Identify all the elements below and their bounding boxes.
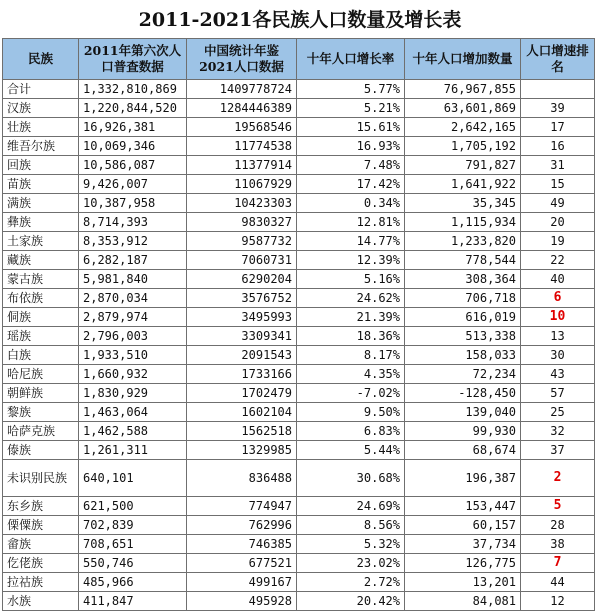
cell-increase[interactable]: 84,081 <box>405 592 521 611</box>
table-row <box>3 422 595 441</box>
table-row <box>3 232 595 251</box>
cell-increase[interactable]: 68,674 <box>405 441 521 460</box>
table-row <box>3 99 595 118</box>
table-row <box>3 384 595 403</box>
cell-ethnicity[interactable]: 彝族 <box>3 213 79 232</box>
cell-yearbook-2021[interactable]: 774947 <box>187 497 297 516</box>
cell-census-2011[interactable]: 9,426,007 <box>79 175 187 194</box>
cell-rank[interactable]: 19 <box>521 232 595 251</box>
cell-increase[interactable]: 158,033 <box>405 346 521 365</box>
cell-census-2011[interactable]: 2,796,003 <box>79 327 187 346</box>
cell-yearbook-2021[interactable]: 495928 <box>187 592 297 611</box>
cell-yearbook-2021[interactable]: 3495993 <box>187 308 297 327</box>
header-row <box>3 39 595 80</box>
cell-rank[interactable]: 10 <box>521 308 595 327</box>
cell-growth-rate[interactable]: 30.68% <box>297 460 405 497</box>
cell-rank[interactable]: 2 <box>521 460 595 497</box>
cell-rank[interactable]: 38 <box>521 535 595 554</box>
cell-growth-rate[interactable]: 21.39% <box>297 308 405 327</box>
cell-ethnicity[interactable]: 满族 <box>3 194 79 213</box>
cell-census-2011[interactable]: 10,069,346 <box>79 137 187 156</box>
table-row <box>3 270 595 289</box>
cell-yearbook-2021[interactable]: 1329985 <box>187 441 297 460</box>
cell-ethnicity[interactable]: 朝鲜族 <box>3 384 79 403</box>
cell-increase[interactable]: 126,775 <box>405 554 521 573</box>
table-row <box>3 441 595 460</box>
cell-growth-rate[interactable]: 23.02% <box>297 554 405 573</box>
table-row <box>3 251 595 270</box>
cell-rank[interactable]: 6 <box>521 289 595 308</box>
cell-yearbook-2021[interactable]: 836488 <box>187 460 297 497</box>
cell-yearbook-2021[interactable]: 746385 <box>187 535 297 554</box>
cell-rank[interactable]: 17 <box>521 118 595 137</box>
cell-ethnicity[interactable]: 黎族 <box>3 403 79 422</box>
cell-growth-rate[interactable]: 24.69% <box>297 497 405 516</box>
cell-growth-rate[interactable]: 5.44% <box>297 441 405 460</box>
cell-increase[interactable]: 99,930 <box>405 422 521 441</box>
cell-ethnicity[interactable]: 仡佬族 <box>3 554 79 573</box>
table-row <box>3 213 595 232</box>
cell-rank[interactable]: 30 <box>521 346 595 365</box>
table-row <box>3 535 595 554</box>
cell-increase[interactable]: 616,019 <box>405 308 521 327</box>
cell-ethnicity[interactable]: 蒙古族 <box>3 270 79 289</box>
cell-census-2011[interactable]: 2,879,974 <box>79 308 187 327</box>
cell-yearbook-2021[interactable]: 11377914 <box>187 156 297 175</box>
cell-rank[interactable]: 7 <box>521 554 595 573</box>
ethnic-population-table <box>2 38 595 611</box>
cell-census-2011[interactable]: 1,462,588 <box>79 422 187 441</box>
cell-growth-rate[interactable]: 17.42% <box>297 175 405 194</box>
cell-increase[interactable]: 778,544 <box>405 251 521 270</box>
cell-yearbook-2021[interactable]: 1733166 <box>187 365 297 384</box>
table-row <box>3 194 595 213</box>
cell-ethnicity[interactable]: 水族 <box>3 592 79 611</box>
cell-rank[interactable] <box>521 80 595 99</box>
cell-increase[interactable]: 791,827 <box>405 156 521 175</box>
table-row <box>3 118 595 137</box>
cell-census-2011[interactable]: 2,870,034 <box>79 289 187 308</box>
cell-increase[interactable]: 13,201 <box>405 573 521 592</box>
cell-ethnicity[interactable]: 白族 <box>3 346 79 365</box>
cell-yearbook-2021[interactable]: 677521 <box>187 554 297 573</box>
cell-yearbook-2021[interactable]: 19568546 <box>187 118 297 137</box>
cell-census-2011[interactable]: 485,966 <box>79 573 187 592</box>
header-yearbook-2021[interactable]: 中国统计年鉴2021人口数据 <box>187 39 297 80</box>
table-row <box>3 327 595 346</box>
cell-increase[interactable]: 37,734 <box>405 535 521 554</box>
cell-census-2011[interactable]: 621,500 <box>79 497 187 516</box>
cell-growth-rate[interactable]: 5.16% <box>297 270 405 289</box>
cell-rank[interactable]: 13 <box>521 327 595 346</box>
cell-yearbook-2021[interactable]: 1284446389 <box>187 99 297 118</box>
cell-ethnicity[interactable]: 东乡族 <box>3 497 79 516</box>
cell-growth-rate[interactable]: 18.36% <box>297 327 405 346</box>
cell-census-2011[interactable]: 5,981,840 <box>79 270 187 289</box>
cell-increase[interactable]: 196,387 <box>405 460 521 497</box>
cell-increase[interactable]: 1,115,934 <box>405 213 521 232</box>
cell-rank[interactable]: 28 <box>521 516 595 535</box>
cell-ethnicity[interactable]: 苗族 <box>3 175 79 194</box>
cell-census-2011[interactable]: 411,847 <box>79 592 187 611</box>
cell-yearbook-2021[interactable]: 9587732 <box>187 232 297 251</box>
cell-ethnicity[interactable]: 拉祜族 <box>3 573 79 592</box>
table-row <box>3 497 595 516</box>
header-rank[interactable]: 人口增速排名 <box>521 39 595 80</box>
cell-ethnicity[interactable]: 瑶族 <box>3 327 79 346</box>
cell-increase[interactable]: -128,450 <box>405 384 521 403</box>
cell-ethnicity[interactable]: 回族 <box>3 156 79 175</box>
cell-increase[interactable]: 1,233,820 <box>405 232 521 251</box>
cell-growth-rate[interactable]: 4.35% <box>297 365 405 384</box>
cell-rank[interactable]: 12 <box>521 592 595 611</box>
cell-census-2011[interactable]: 1,220,844,520 <box>79 99 187 118</box>
cell-growth-rate[interactable]: 5.77% <box>297 80 405 99</box>
cell-increase[interactable]: 60,157 <box>405 516 521 535</box>
cell-increase[interactable]: 308,364 <box>405 270 521 289</box>
cell-rank[interactable]: 16 <box>521 137 595 156</box>
cell-ethnicity[interactable]: 布依族 <box>3 289 79 308</box>
cell-yearbook-2021[interactable]: 9830327 <box>187 213 297 232</box>
cell-increase[interactable]: 72,234 <box>405 365 521 384</box>
cell-growth-rate[interactable]: 5.32% <box>297 535 405 554</box>
cell-census-2011[interactable]: 1,830,929 <box>79 384 187 403</box>
table-row <box>3 308 595 327</box>
cell-increase[interactable]: 35,345 <box>405 194 521 213</box>
cell-rank[interactable]: 43 <box>521 365 595 384</box>
cell-growth-rate[interactable]: 24.62% <box>297 289 405 308</box>
cell-census-2011[interactable]: 16,926,381 <box>79 118 187 137</box>
cell-growth-rate[interactable]: 8.56% <box>297 516 405 535</box>
cell-rank[interactable]: 40 <box>521 270 595 289</box>
cell-yearbook-2021[interactable]: 3309341 <box>187 327 297 346</box>
cell-yearbook-2021[interactable]: 11774538 <box>187 137 297 156</box>
table-row <box>3 137 595 156</box>
cell-rank[interactable]: 25 <box>521 403 595 422</box>
cell-census-2011[interactable]: 702,839 <box>79 516 187 535</box>
cell-rank[interactable]: 37 <box>521 441 595 460</box>
cell-growth-rate[interactable]: 7.48% <box>297 156 405 175</box>
cell-growth-rate[interactable]: 16.93% <box>297 137 405 156</box>
cell-yearbook-2021[interactable]: 1602104 <box>187 403 297 422</box>
cell-rank[interactable]: 57 <box>521 384 595 403</box>
cell-growth-rate[interactable]: 12.81% <box>297 213 405 232</box>
cell-rank[interactable]: 32 <box>521 422 595 441</box>
cell-ethnicity[interactable]: 侗族 <box>3 308 79 327</box>
cell-census-2011[interactable]: 10,387,958 <box>79 194 187 213</box>
cell-yearbook-2021[interactable]: 3576752 <box>187 289 297 308</box>
cell-ethnicity[interactable]: 畲族 <box>3 535 79 554</box>
cell-census-2011[interactable]: 8,714,393 <box>79 213 187 232</box>
header-increase[interactable]: 十年人口增加数量 <box>405 39 521 80</box>
cell-rank[interactable]: 39 <box>521 99 595 118</box>
cell-ethnicity[interactable]: 土家族 <box>3 232 79 251</box>
cell-increase[interactable]: 706,718 <box>405 289 521 308</box>
cell-growth-rate[interactable]: 5.21% <box>297 99 405 118</box>
cell-rank[interactable]: 15 <box>521 175 595 194</box>
cell-ethnicity[interactable]: 傈僳族 <box>3 516 79 535</box>
cell-yearbook-2021[interactable]: 1409778724 <box>187 80 297 99</box>
header-growth-rate[interactable]: 十年人口增长率 <box>297 39 405 80</box>
cell-ethnicity[interactable]: 壮族 <box>3 118 79 137</box>
table-row <box>3 460 595 497</box>
cell-census-2011[interactable]: 1,332,810,869 <box>79 80 187 99</box>
header-census-2011[interactable]: 2011年第六次人口普查数据 <box>79 39 187 80</box>
cell-growth-rate[interactable]: 2.72% <box>297 573 405 592</box>
cell-ethnicity[interactable]: 维吾尔族 <box>3 137 79 156</box>
cell-increase[interactable]: 513,338 <box>405 327 521 346</box>
table-row <box>3 554 595 573</box>
cell-census-2011[interactable]: 708,651 <box>79 535 187 554</box>
cell-growth-rate[interactable]: 6.83% <box>297 422 405 441</box>
sheet-title: 2011-2021各民族人口数量及增长表 <box>138 9 462 31</box>
cell-census-2011[interactable]: 1,261,311 <box>79 441 187 460</box>
table-row <box>3 573 595 592</box>
cell-yearbook-2021[interactable]: 11067929 <box>187 175 297 194</box>
table-row <box>3 80 595 99</box>
cell-ethnicity[interactable]: 傣族 <box>3 441 79 460</box>
cell-growth-rate[interactable]: 9.50% <box>297 403 405 422</box>
cell-census-2011[interactable]: 8,353,912 <box>79 232 187 251</box>
cell-growth-rate[interactable]: 14.77% <box>297 232 405 251</box>
cell-ethnicity[interactable]: 未识别民族 <box>3 460 79 497</box>
cell-yearbook-2021[interactable]: 6290204 <box>187 270 297 289</box>
header-ethnicity[interactable]: 民族 <box>3 39 79 80</box>
cell-growth-rate[interactable]: 15.61% <box>297 118 405 137</box>
cell-yearbook-2021[interactable]: 10423303 <box>187 194 297 213</box>
cell-yearbook-2021[interactable]: 2091543 <box>187 346 297 365</box>
cell-ethnicity[interactable]: 哈尼族 <box>3 365 79 384</box>
cell-growth-rate[interactable]: 20.42% <box>297 592 405 611</box>
table-row <box>3 516 595 535</box>
table-body <box>3 80 595 611</box>
cell-increase[interactable]: 153,447 <box>405 497 521 516</box>
cell-increase[interactable]: 63,601,869 <box>405 99 521 118</box>
cell-yearbook-2021[interactable]: 7060731 <box>187 251 297 270</box>
cell-ethnicity[interactable]: 哈萨克族 <box>3 422 79 441</box>
table-row <box>3 403 595 422</box>
cell-rank[interactable]: 31 <box>521 156 595 175</box>
cell-census-2011[interactable]: 1,933,510 <box>79 346 187 365</box>
cell-census-2011[interactable]: 1,463,064 <box>79 403 187 422</box>
cell-rank[interactable]: 49 <box>521 194 595 213</box>
cell-rank[interactable]: 44 <box>521 573 595 592</box>
cell-ethnicity[interactable]: 汉族 <box>3 99 79 118</box>
cell-census-2011[interactable]: 550,746 <box>79 554 187 573</box>
cell-growth-rate[interactable]: 8.17% <box>297 346 405 365</box>
cell-yearbook-2021[interactable]: 1562518 <box>187 422 297 441</box>
cell-rank[interactable]: 22 <box>521 251 595 270</box>
cell-census-2011[interactable]: 6,282,187 <box>79 251 187 270</box>
cell-increase[interactable]: 76,967,855 <box>405 80 521 99</box>
cell-yearbook-2021[interactable]: 1702479 <box>187 384 297 403</box>
cell-census-2011[interactable]: 1,660,932 <box>79 365 187 384</box>
cell-census-2011[interactable]: 10,586,087 <box>79 156 187 175</box>
cell-increase[interactable]: 1,641,922 <box>405 175 521 194</box>
table-row <box>3 289 595 308</box>
cell-growth-rate[interactable]: -7.02% <box>297 384 405 403</box>
table-row <box>3 156 595 175</box>
table-row <box>3 365 595 384</box>
cell-increase[interactable]: 139,040 <box>405 403 521 422</box>
cell-yearbook-2021[interactable]: 499167 <box>187 573 297 592</box>
cell-ethnicity[interactable]: 藏族 <box>3 251 79 270</box>
cell-growth-rate[interactable]: 0.34% <box>297 194 405 213</box>
cell-rank[interactable]: 5 <box>521 497 595 516</box>
cell-rank[interactable]: 20 <box>521 213 595 232</box>
cell-growth-rate[interactable]: 12.39% <box>297 251 405 270</box>
table-row <box>3 175 595 194</box>
cell-increase[interactable]: 2,642,165 <box>405 118 521 137</box>
cell-increase[interactable]: 1,705,192 <box>405 137 521 156</box>
cell-yearbook-2021[interactable]: 762996 <box>187 516 297 535</box>
cell-ethnicity[interactable]: 合计 <box>3 80 79 99</box>
table-row <box>3 346 595 365</box>
table-row <box>3 592 595 611</box>
cell-census-2011[interactable]: 640,101 <box>79 460 187 497</box>
